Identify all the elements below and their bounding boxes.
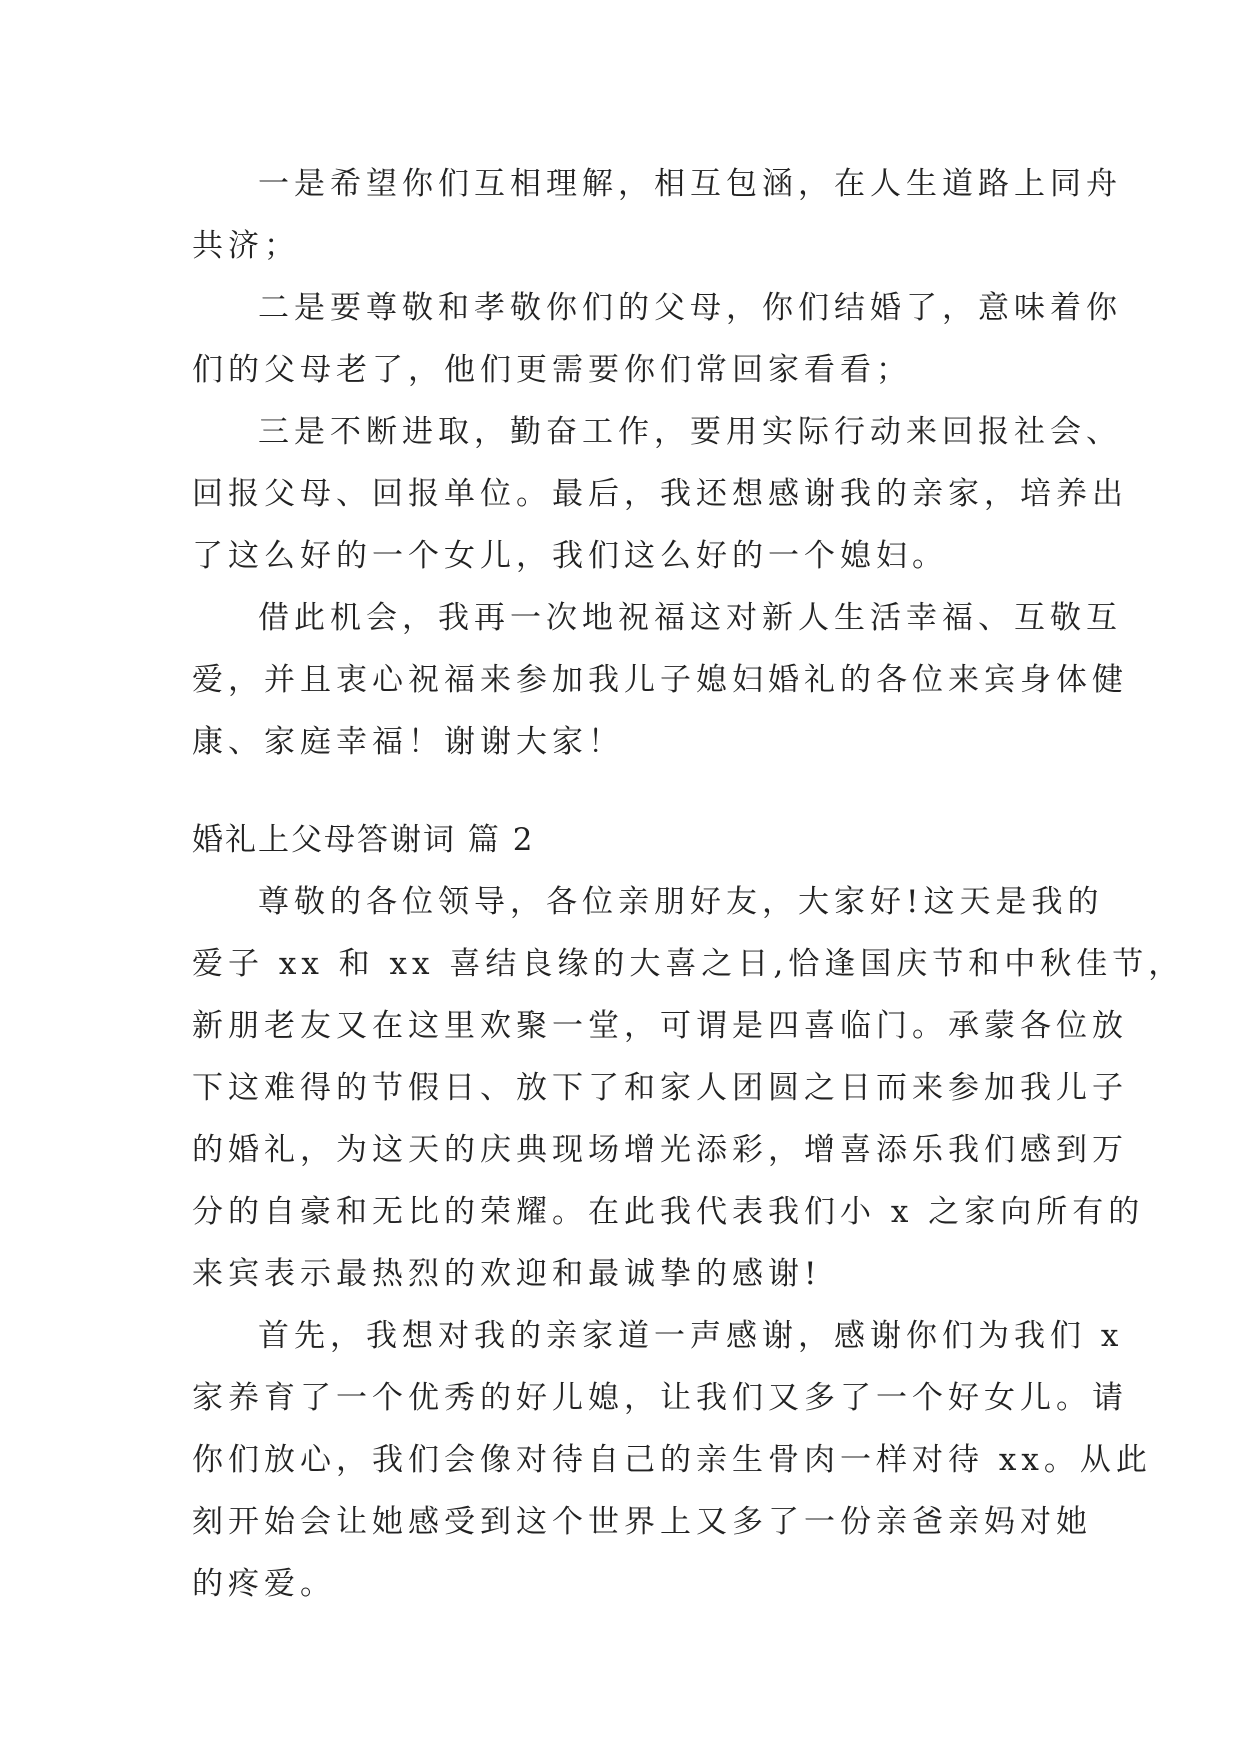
paragraph-line: 新朋老友又在这里欢聚一堂，可谓是四喜临门。承蒙各位放 [192, 1008, 1128, 1044]
paragraph-line: 共济； [192, 228, 300, 264]
paragraph-line: 你们放心，我们会像对待自己的亲生骨肉一样对待 xx。从此 [192, 1442, 1152, 1478]
paragraph-line: 二是要尊敬和孝敬你们的父母，你们结婚了，意味着你 [258, 290, 1122, 326]
paragraph-line: 的疼爱。 [192, 1566, 336, 1602]
paragraph-line: 下这难得的节假日、放下了和家人团圆之日而来参加我儿子 [192, 1070, 1128, 1106]
paragraph-line: 三是不断进取，勤奋工作，要用实际行动来回报社会、 [258, 414, 1122, 450]
paragraph-line: 康、家庭幸福！谢谢大家！ [192, 724, 624, 760]
paragraph-line: 尊敬的各位领导，各位亲朋好友，大家好!这天是我的 [258, 884, 1104, 920]
paragraph-line: 爱子 xx 和 xx 喜结良缘的大喜之日,恰逢国庆节和中秋佳节， [192, 946, 1185, 982]
paragraph-line: 借此机会，我再一次地祝福这对新人生活幸福、互敬互 [258, 600, 1122, 636]
paragraph-line: 刻开始会让她感受到这个世界上又多了一份亲爸亲妈对她 [192, 1504, 1092, 1540]
paragraph-line: 一是希望你们互相理解，相互包涵，在人生道路上同舟 [258, 166, 1122, 202]
paragraph-line: 家养育了一个优秀的好儿媳，让我们又多了一个好女儿。请 [192, 1380, 1128, 1416]
section-heading: 婚礼上父母答谢词 篇 2 [192, 822, 535, 858]
paragraph-line: 回报父母、回报单位。最后，我还想感谢我的亲家，培养出 [192, 476, 1128, 512]
paragraph-line: 分的自豪和无比的荣耀。在此我代表我们小 x 之家向所有的 [192, 1194, 1145, 1230]
paragraph-line: 们的父母老了，他们更需要你们常回家看看； [192, 352, 912, 388]
paragraph-line: 爱，并且衷心祝福来参加我儿子媳妇婚礼的各位来宾身体健 [192, 662, 1128, 698]
paragraph-line: 了这么好的一个女儿，我们这么好的一个媳妇。 [192, 538, 948, 574]
paragraph-line: 的婚礼，为这天的庆典现场增光添彩，增喜添乐我们感到万 [192, 1132, 1128, 1168]
paragraph-line: 首先，我想对我的亲家道一声感谢，感谢你们为我们 x [258, 1318, 1124, 1354]
paragraph-line: 来宾表示最热烈的欢迎和最诚挚的感谢! [192, 1256, 822, 1292]
